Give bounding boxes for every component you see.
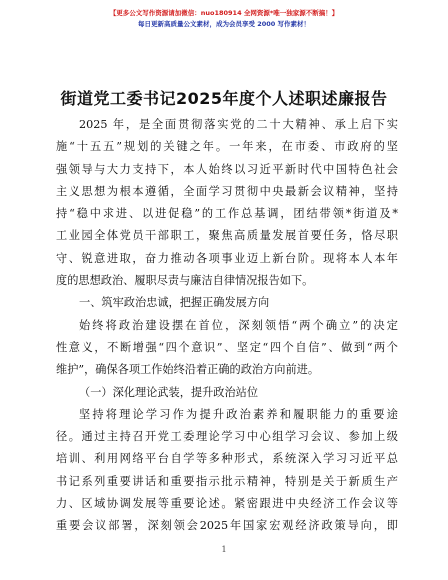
- paragraph-line: 施“十五五”规划的关键之年。一年来，在市委、市政府的坚: [56, 140, 398, 154]
- page-number: 1: [221, 545, 227, 554]
- paragraph-line: 性意义，不断增强“四个意识”、坚定“四个自信”、做到“两个: [56, 340, 398, 354]
- paragraph-line: 培训、利用网络平台自学等多种形式，系统深入学习习近平总: [56, 452, 398, 466]
- document-title: 街道党工委书记2025年度个人述职述廉报告: [60, 89, 388, 108]
- subsection-heading: （一）深化理论武装，提升政治站位: [79, 385, 259, 399]
- paragraph-line: 主义思想为根本遵循，全面学习贯彻中央最新会议精神，坚持: [56, 184, 398, 198]
- paragraph-line: 维护”，确保各项工作始终沿着正确的政治方向前进。: [56, 363, 320, 377]
- section-heading: 一、筑牢政治忠诚，把握正确发展方向: [79, 296, 270, 310]
- paragraph-line: 守、锐意进取，奋力推动各项事业迈上新台阶。现将本人本年: [56, 251, 398, 265]
- paragraph-line: 力、区域协调发展等重要论述。紧密跟进中央经济工作会议等: [56, 497, 398, 511]
- paragraph-line: 度的思想政治、履职尽责与廉洁自律情况报告如下。: [56, 274, 314, 288]
- paragraph-line: 强领导与大力支持下，本人始终以习近平新时代中国特色社会: [56, 162, 398, 176]
- paragraph-line: 工业园全体党员干部职工，聚焦高质量发展首要任务，恪尽职: [56, 229, 398, 243]
- document-body: [56, 114, 398, 538]
- paragraph-line: 书记系列重要讲话和重要指示批示精神，特别是关于新质生产: [56, 474, 398, 488]
- promo-banner-line-1: 【更多公文写作资源请加微信：nuo180914 全网资源*唯一独家源不断搞！】: [109, 9, 339, 17]
- paragraph-line: 径。通过主持召开党工委理论学习中心组学习会议、参加上级: [56, 430, 398, 444]
- promo-banner-line-2: 每日更新高质量公文素材，成为会员享受 2000 写作素材！: [137, 20, 311, 28]
- paragraph-line: 重要会议部署，深刻领会2025年国家宏观经济政策导向，即: [56, 519, 398, 533]
- paragraph-line: 坚持将理论学习作为提升政治素养和履职能力的重要途: [79, 407, 398, 421]
- paragraph-line: 2025 年，是全面贯彻落实党的二十大精神、承上启下实: [79, 118, 398, 131]
- paragraph-line: 持“稳中求进、以进促稳”的工作总基调，团结带领*街道及*: [56, 207, 398, 221]
- promo-banner: [0, 8, 448, 30]
- paragraph-line: 始终将政治建设摆在首位，深刻领悟“两个确立”的决定: [79, 318, 398, 332]
